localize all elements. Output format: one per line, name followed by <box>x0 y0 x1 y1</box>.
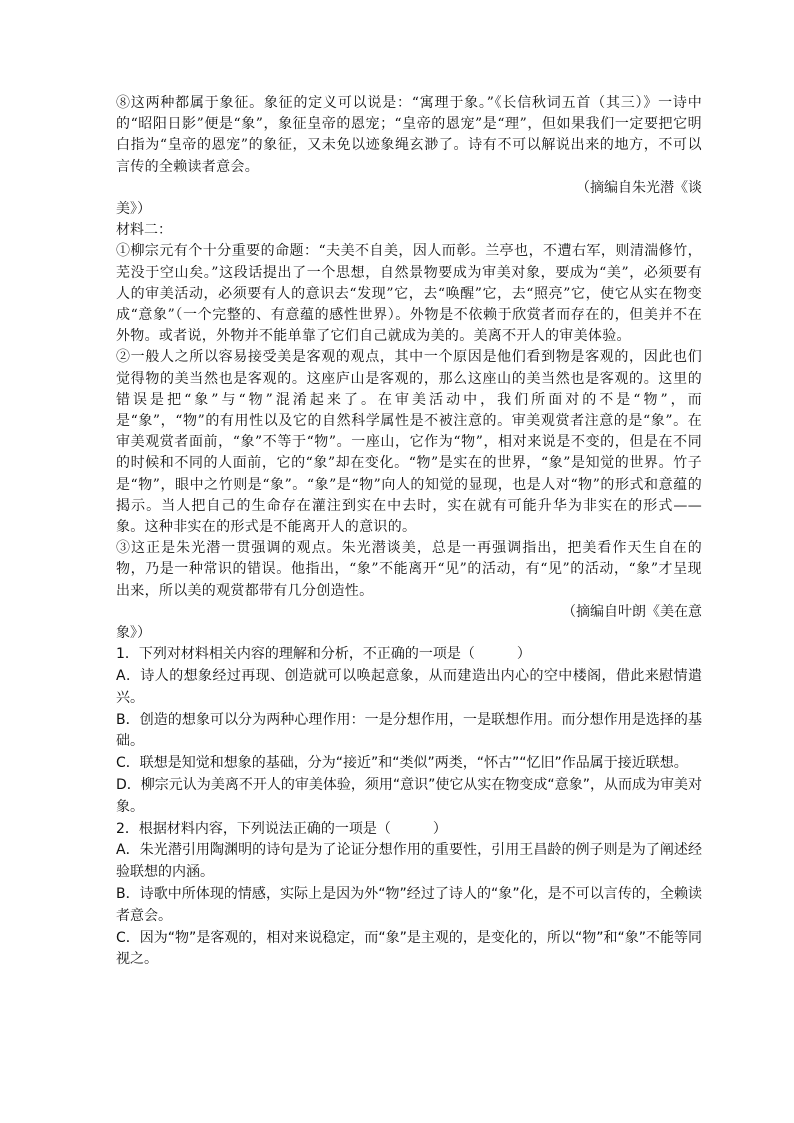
attribution-line: 象》） <box>116 625 151 642</box>
question-2-option-b: B．诗歌中所体现的情感，实际上是因为外“物”经过了诗人的“象”化，是不可以言传的，全赖读者意会。 <box>116 886 702 924</box>
material2-paragraph-1: ①柳宗元有个十分重要的命题：“夫美不自美，因人而彰。兰亭也，不遭右军，则清湍修竹，芜没于空山矣。”这段话提出了一个思想，自然景物要成为审美对象，要成为“美”，必须要有人的审美活动，必须要有人的意识去“发现”它，去“唤醒”它，去“照亮”它，使它从实在物变成“意象”（一个完整的、有意蕴的感性世界）。外物是不依赖于欣赏者而存在的，但美并不在外物。或者说，外物并不能单靠了它们自己就成为美的。美离不开人的审美体验。 <box>116 243 702 345</box>
material1-paragraph-8: ⑧这两种都属于象征。象征的定义可以说是：“寓理于象。”《长信秋词五首（其三）》一诗中的“昭阳日影”便是“象”，象征皇帝的恩宠；“皇帝的恩宠”是“理”，但如果我们一定要把它明白指为“皇帝的恩宠”的象征，又未免以迹象绳玄渺了。诗有不可以解说出来的地方，不可以言传的全赖读者意会。 <box>116 95 702 175</box>
question-1-option-b: B．创造的想象可以分为两种心理作用：一是分想作用，一是联想作用。而分想作用是选择的基础。 <box>116 711 702 750</box>
question-2-stem: 2．根据材料内容，下列说法正确的一项是（ ） <box>116 820 447 837</box>
question-1-stem: 1．下列对材料相关内容的理解和分析，不正确的一项是（ ） <box>116 646 531 663</box>
question-2-option-a: A．朱光潜引用陶渊明的诗句是为了论证分想作用的重要性，引用王昌龄的例子则是为了阐述经验联想的内涵。 <box>116 842 702 881</box>
document-content <box>116 93 702 971</box>
material2-paragraph-2: ②一般人之所以容易接受美是客观的观点，其中一个原因是他们看到物是客观的，因此也们觉得物的美当然也是客观的。这座庐山是客观的，那么这座山的美当然也是客观的。这里的错误是把“象”与“物”混淆起来了。在审美活动中，我们所面对的不是“物”，而是“象”，“物”的有用性以及它的自然科学属性是不被注意的。审美观赏者注意的是“象”。在审美观赏者面前，“象”不等于“物”。一座山，它作为“物”，相对来说是不变的，但是在不同的时候和不同的人面前，它的“象”却在变化。“物”是实在的世界，“象”是知觉的世界。竹子是“物”，眼中之竹则是“象”。“象”是“物”向人的知觉的显现，也是人对“物”的形式和意蕴的揭示。当人把自己的生命存在灌注到实在中去时，实在就有可能升华为非实在的形式——象。这种非实在的形式是不能离开人的意识的。 <box>116 349 702 536</box>
question-1-option-c: C．联想是知觉和想象的基础，分为“接近”和“类似”两类，“怀古”“忆旧”作品属于接近联想。 <box>116 755 688 772</box>
question-1-option-a: A．诗人的想象经过再现、创造就可以唤起意象，从而建造出内心的空中楼阁，借此来慰情遣兴。 <box>116 668 702 706</box>
material2-attribution <box>116 602 702 644</box>
question-1-option-d: D．柳宗元认为美离不开人的审美体验，须用“意识”使它从实在物变成“意象”，从而成为审美对象。 <box>116 777 702 815</box>
material2-paragraph-3: ③这正是朱光潜一贯强调的观点。朱光潜谈美，总是一再强调指出，把美看作天生自在的物，乃是一种常识的错误。他指出，“象”不能离开“见”的活动，有“见”的活动，“象”才呈现出来，所以美的观赏都带有几分创造性。 <box>116 540 702 599</box>
attribution-line: 美》） <box>116 201 151 218</box>
attribution-line: （摘编自叶朗《美在意 <box>562 603 702 620</box>
question-2-option-c: C．因为“物”是客观的，相对来说稳定，而“象”是主观的，是变化的，所以“物”和“象”不能等同视之。 <box>116 929 702 968</box>
attribution-line: （摘编自朱光潜《谈 <box>576 179 702 196</box>
material1-attribution <box>116 178 702 220</box>
material2-label: 材料二： <box>116 222 172 239</box>
